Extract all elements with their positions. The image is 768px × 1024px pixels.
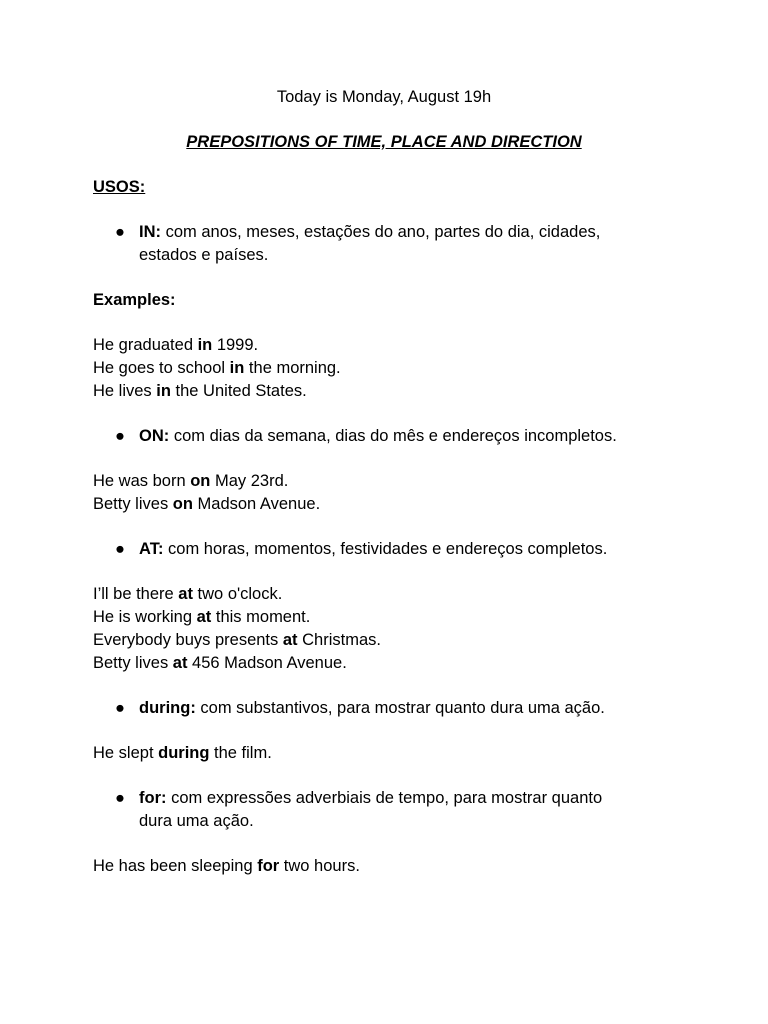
bullet-dot: ● [115,789,125,807]
example-in-3: He lives in the United States. [93,382,307,400]
keyword-at: AT: [139,540,164,558]
keyword-on: ON: [139,427,170,445]
example-at-2: He is working at this moment. [93,608,311,626]
example-in-2: He goes to school in the morning. [93,359,341,377]
example-at-1: I’ll be there at two o'clock. [93,585,283,603]
in-description-1: com anos, meses, estações do ano, partes do dia, cidades, [161,223,601,241]
in-description-2: estados e países. [139,246,269,264]
keyword-in: IN: [139,223,161,241]
on-description: com dias da semana, dias do mês e endereços incompletos. [169,427,617,445]
example-in-1: He graduated in 1999. [93,336,259,354]
example-for-1: He has been sleeping for two hours. [93,857,360,875]
document-title: PREPOSITIONS OF TIME, PLACE AND DIRECTION [186,133,582,151]
bullet-dot: ● [115,540,125,558]
at-description: com horas, momentos, festividades e endereços completos. [163,540,608,558]
date-line: Today is Monday, August 19h [276,88,492,106]
example-at-4: Betty lives at 456 Madson Avenue. [93,654,347,672]
document-page [93,86,683,878]
keyword-for: for: [139,789,167,807]
bullet-dot: ● [115,427,125,445]
bullet-in [93,221,683,267]
example-on-2: Betty lives on Madson Avenue. [93,495,321,513]
bullet-dot: ● [115,223,125,241]
bullet-dot: ● [115,699,125,717]
for-description-1: com expressões adverbiais de tempo, para mostrar quanto [166,789,603,807]
keyword-during: during: [139,699,196,717]
for-description-2: dura uma ação. [139,812,254,830]
bullet-at [93,538,683,561]
example-at-3: Everybody buys presents at Christmas. [93,631,381,649]
bullet-during [93,697,683,720]
examples-heading: Examples: [93,291,176,309]
bullet-for [93,787,683,833]
during-description: com substantivos, para mostrar quanto dura uma ação. [195,699,605,717]
example-during-1: He slept during the film. [93,744,272,762]
bullet-on [93,425,683,448]
example-on-1: He was born on May 23rd. [93,472,289,490]
usos-heading: USOS: [93,178,146,196]
